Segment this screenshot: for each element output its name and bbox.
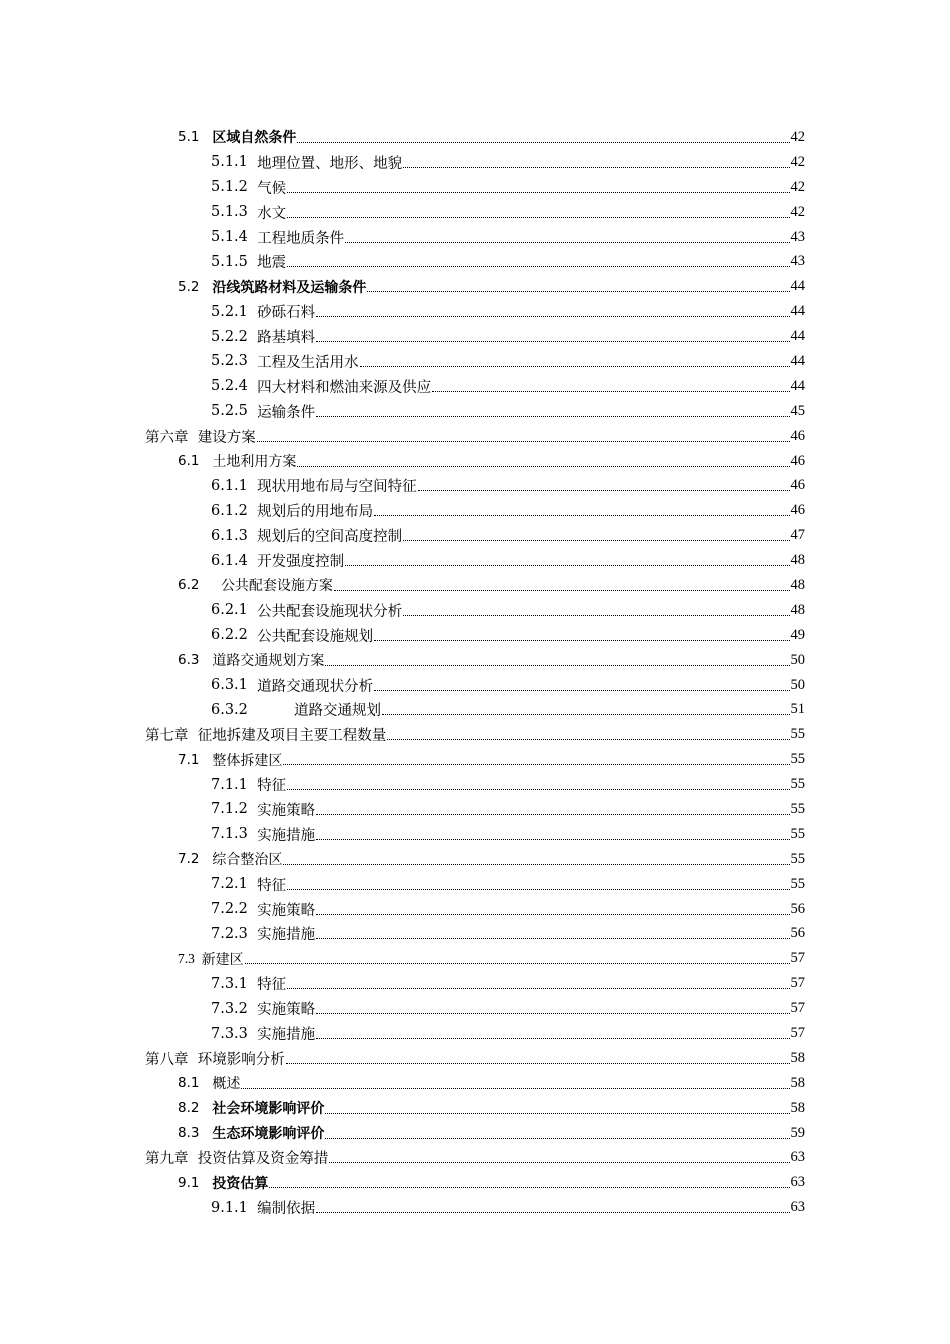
toc-entry-page: 55 bbox=[790, 800, 805, 817]
toc-entry-title: 特征 bbox=[257, 877, 287, 894]
toc-entry-number: 6.3.1 bbox=[211, 677, 258, 694]
toc-entry-page: 42 bbox=[790, 203, 805, 220]
toc-entry-line bbox=[145, 724, 805, 745]
toc-entry[interactable] bbox=[0, 722, 950, 747]
toc-entry[interactable] bbox=[0, 598, 950, 623]
toc-entry-number: 7.1 bbox=[178, 751, 213, 768]
toc-entry-number: 5.2.5 bbox=[211, 403, 258, 420]
toc-entry[interactable] bbox=[0, 175, 950, 200]
toc-entry-line bbox=[211, 177, 805, 198]
dot-leader bbox=[403, 167, 789, 168]
toc-entry[interactable] bbox=[0, 623, 950, 648]
toc-entry[interactable] bbox=[0, 399, 950, 424]
toc-entry-title: 土地利用方案 bbox=[212, 454, 297, 471]
toc-entry[interactable] bbox=[0, 1146, 950, 1171]
toc-entry-number: 6.3 bbox=[178, 652, 213, 669]
toc-entry-line bbox=[211, 525, 805, 546]
toc-entry-title: 四大材料和燃油来源及供应 bbox=[257, 379, 432, 396]
toc-entry-number: 7.1.1 bbox=[211, 776, 258, 793]
dot-leader bbox=[325, 1113, 789, 1114]
toc-entry-number: 6.1.3 bbox=[211, 527, 258, 544]
dot-leader bbox=[316, 1038, 789, 1039]
toc-entry[interactable] bbox=[0, 1046, 950, 1071]
toc-entry-title: 开发强度控制 bbox=[257, 554, 345, 571]
toc-entry-title: 工程及生活用水 bbox=[257, 354, 359, 371]
toc-entry-number: 第七章 bbox=[145, 728, 198, 745]
toc-entry[interactable] bbox=[0, 249, 950, 274]
toc-entry[interactable] bbox=[0, 971, 950, 996]
dot-leader bbox=[316, 814, 789, 815]
toc-entry[interactable] bbox=[0, 697, 950, 722]
dot-leader bbox=[316, 1013, 789, 1014]
toc-entry-line bbox=[211, 351, 805, 372]
dot-leader bbox=[287, 217, 789, 218]
toc-entry-title: 公共配套设施方案 bbox=[220, 578, 333, 595]
toc-entry-line bbox=[211, 799, 805, 820]
toc-entry[interactable] bbox=[0, 822, 950, 847]
toc-entry-line bbox=[178, 451, 805, 471]
dot-leader bbox=[367, 291, 789, 292]
toc-entry[interactable] bbox=[0, 324, 950, 349]
toc-entry-page: 44 bbox=[790, 328, 805, 345]
toc-entry-line bbox=[211, 550, 805, 571]
toc-entry-title: 投资估算及资金筹措 bbox=[197, 1151, 329, 1168]
toc-entry-number: 第九章 bbox=[145, 1151, 198, 1168]
toc-entry-page: 48 bbox=[790, 552, 805, 569]
dot-leader bbox=[325, 665, 789, 666]
toc-entry-page: 55 bbox=[790, 850, 805, 867]
dot-leader bbox=[286, 1063, 790, 1064]
toc-entry-number: 7.3.3 bbox=[211, 1025, 258, 1042]
toc-entry-title: 整体拆建区 bbox=[212, 752, 283, 769]
toc-entry-line bbox=[178, 1098, 805, 1118]
toc-entry-number: 6.2.2 bbox=[211, 627, 258, 644]
dot-leader bbox=[345, 565, 789, 566]
toc-entry[interactable] bbox=[0, 1096, 950, 1121]
toc-entry-number: 7.3 bbox=[178, 950, 202, 966]
toc-entry[interactable] bbox=[0, 498, 950, 523]
dot-leader bbox=[283, 764, 789, 765]
dot-leader bbox=[245, 963, 790, 964]
toc-entry-title: 规划后的用地布局 bbox=[257, 504, 374, 521]
toc-entry[interactable] bbox=[0, 1170, 950, 1195]
toc-entry-title: 综合整治区 bbox=[212, 852, 283, 869]
toc-entry-page: 63 bbox=[790, 1149, 805, 1166]
toc-entry-number: 7.2.1 bbox=[211, 876, 258, 893]
dot-leader bbox=[287, 192, 789, 193]
toc-entry-page: 42 bbox=[790, 128, 805, 145]
toc-entry-line bbox=[211, 699, 805, 720]
toc-entry-page: 43 bbox=[790, 253, 805, 270]
toc-entry-title: 实施措施 bbox=[257, 827, 316, 844]
dot-leader bbox=[297, 142, 789, 143]
toc-entry[interactable] bbox=[0, 922, 950, 947]
toc-entry-line bbox=[178, 1123, 805, 1143]
toc-entry-line bbox=[211, 600, 805, 621]
toc-entry[interactable] bbox=[0, 897, 950, 922]
toc-entry[interactable] bbox=[0, 374, 950, 399]
toc-entry-number: 5.1.2 bbox=[211, 179, 258, 196]
dot-leader bbox=[374, 640, 789, 641]
toc-entry-number: 8.1 bbox=[178, 1075, 213, 1092]
toc-entry-title: 水文 bbox=[257, 205, 287, 222]
toc-entry[interactable] bbox=[0, 946, 950, 971]
toc-entry-title: 规划后的空间高度控制 bbox=[257, 529, 403, 546]
toc-entry-page: 55 bbox=[790, 825, 805, 842]
dot-leader bbox=[374, 690, 789, 691]
toc-entry-number: 9.1.1 bbox=[211, 1199, 258, 1216]
toc-entry-title: 编制依据 bbox=[257, 1201, 316, 1218]
toc-entry[interactable] bbox=[0, 150, 950, 175]
toc-entry-line bbox=[211, 376, 805, 397]
toc-entry-page: 58 bbox=[790, 1099, 805, 1116]
toc-entry-page: 43 bbox=[790, 228, 805, 245]
toc-entry-title: 工程地质条件 bbox=[257, 230, 345, 247]
toc-entry-page: 48 bbox=[790, 601, 805, 618]
toc-entry[interactable] bbox=[0, 274, 950, 299]
toc-entry-title: 现状用地布局与空间特征 bbox=[257, 479, 417, 496]
toc-entry-page: 44 bbox=[790, 352, 805, 369]
toc-entry-number: 7.3.2 bbox=[211, 1000, 258, 1017]
toc-entry-line bbox=[211, 625, 805, 646]
toc-entry-number: 8.3 bbox=[178, 1125, 213, 1142]
toc-entry-number: 5.1.1 bbox=[211, 154, 258, 171]
toc-entry-line bbox=[211, 326, 805, 347]
toc-entry-page: 57 bbox=[790, 975, 805, 992]
toc-entry[interactable] bbox=[0, 449, 950, 474]
toc-entry-page: 55 bbox=[790, 751, 805, 768]
toc-entry-page: 63 bbox=[790, 1174, 805, 1191]
toc-entry[interactable] bbox=[0, 200, 950, 225]
toc-entry-line bbox=[178, 650, 805, 670]
toc-entry-title: 征地拆建及项目主要工程数量 bbox=[197, 728, 387, 745]
toc-entry-page: 56 bbox=[790, 925, 805, 942]
toc-entry[interactable] bbox=[0, 1121, 950, 1146]
toc-entry-number: 8.2 bbox=[178, 1100, 213, 1117]
toc-entry-line bbox=[178, 575, 805, 595]
toc-entry-line bbox=[178, 849, 805, 869]
toc-entry-number: 5.2.4 bbox=[211, 378, 258, 395]
toc-entry-page: 57 bbox=[790, 1025, 805, 1041]
dot-leader bbox=[316, 839, 789, 840]
toc-entry-title: 社会环境影响评价 bbox=[212, 1101, 325, 1118]
toc-entry-number: 5.1.5 bbox=[211, 253, 258, 270]
toc-entry-number: 5.2.3 bbox=[211, 353, 258, 370]
toc-entry-title: 砂砾石料 bbox=[257, 305, 316, 322]
toc-entry[interactable] bbox=[0, 349, 950, 374]
dot-leader bbox=[325, 1138, 789, 1139]
toc-entry-title: 环境影响分析 bbox=[197, 1051, 285, 1068]
toc-entry-title: 实施策略 bbox=[257, 1002, 316, 1019]
toc-entry-line bbox=[178, 277, 805, 297]
dot-leader bbox=[257, 441, 790, 442]
toc-entry[interactable] bbox=[0, 424, 950, 449]
toc-entry[interactable] bbox=[0, 225, 950, 250]
toc-entry[interactable] bbox=[0, 573, 950, 598]
toc-entry-number: 7.1.2 bbox=[211, 801, 258, 818]
dot-leader bbox=[269, 1187, 789, 1188]
toc-entry-line bbox=[145, 1048, 805, 1069]
toc-entry-title: 特征 bbox=[257, 977, 287, 994]
toc-entry-number: 5.2 bbox=[178, 278, 213, 295]
table-of-contents bbox=[0, 125, 950, 1220]
toc-entry-line bbox=[211, 251, 805, 272]
toc-entry-title: 道路交通现状分析 bbox=[257, 678, 374, 695]
toc-entry-number: 7.2 bbox=[178, 851, 213, 868]
toc-entry-page: 46 bbox=[790, 477, 805, 494]
toc-entry[interactable] bbox=[0, 996, 950, 1021]
toc-entry-number: 9.1 bbox=[178, 1174, 213, 1191]
toc-entry-title: 道路交通规划方案 bbox=[212, 653, 325, 670]
dot-leader bbox=[287, 789, 789, 790]
toc-entry-title: 生态环境影响评价 bbox=[212, 1126, 325, 1143]
toc-entry-page: 46 bbox=[790, 427, 805, 444]
toc-entry-title: 投资估算 bbox=[212, 1175, 269, 1192]
toc-entry-number: 7.3.1 bbox=[211, 975, 258, 992]
toc-entry-title: 特征 bbox=[257, 778, 287, 795]
dot-leader bbox=[316, 416, 789, 417]
toc-entry-line bbox=[211, 923, 805, 944]
toc-entry-page: 59 bbox=[790, 1124, 805, 1141]
dot-leader bbox=[287, 889, 789, 890]
toc-entry-number: 6.2.1 bbox=[211, 602, 258, 619]
toc-entry-page: 44 bbox=[790, 303, 805, 320]
toc-entry-title: 公共配套设施规划 bbox=[257, 628, 374, 645]
toc-entry-title: 沿线筑路材料及运输条件 bbox=[212, 279, 367, 296]
toc-entry-page: 51 bbox=[790, 701, 805, 718]
toc-entry-number: 6.1 bbox=[178, 453, 213, 470]
toc-entry[interactable] bbox=[0, 1021, 950, 1046]
toc-entry-page: 56 bbox=[790, 900, 805, 917]
toc-entry-page: 50 bbox=[790, 676, 805, 693]
toc-entry-line bbox=[211, 227, 805, 248]
toc-entry-line bbox=[178, 1073, 805, 1093]
toc-entry-title: 运输条件 bbox=[257, 404, 316, 421]
dot-leader bbox=[374, 515, 789, 516]
toc-entry-number: 第六章 bbox=[145, 429, 198, 446]
toc-entry[interactable] bbox=[0, 797, 950, 822]
toc-entry-page: 57 bbox=[790, 950, 805, 967]
toc-entry-page: 42 bbox=[790, 178, 805, 195]
toc-entry-line bbox=[211, 152, 805, 173]
toc-entry-page: 42 bbox=[790, 153, 805, 170]
toc-entry-line bbox=[211, 675, 805, 696]
toc-entry[interactable] bbox=[0, 648, 950, 673]
dot-leader bbox=[360, 366, 790, 367]
toc-entry-title: 实施措施 bbox=[257, 1027, 316, 1043]
toc-entry[interactable] bbox=[0, 548, 950, 573]
toc-entry-number: 7.1.3 bbox=[211, 826, 258, 843]
toc-entry[interactable] bbox=[0, 1195, 950, 1220]
toc-entry-title: 概述 bbox=[212, 1076, 241, 1093]
dot-leader bbox=[316, 938, 789, 939]
toc-entry-line bbox=[211, 973, 805, 994]
toc-entry-line bbox=[211, 824, 805, 845]
toc-entry[interactable] bbox=[0, 523, 950, 548]
toc-entry-title: 地理位置、地形、地貌 bbox=[257, 155, 403, 172]
dot-leader bbox=[316, 914, 789, 915]
dot-leader bbox=[316, 341, 789, 342]
toc-entry-title: 实施策略 bbox=[257, 902, 316, 919]
toc-entry-line bbox=[178, 949, 805, 969]
toc-entry-line bbox=[211, 774, 805, 795]
toc-entry-line bbox=[145, 1147, 805, 1168]
toc-entry-line bbox=[211, 998, 805, 1019]
toc-entry-title: 地震 bbox=[257, 255, 287, 272]
toc-entry-page: 46 bbox=[790, 502, 805, 519]
toc-entry-line bbox=[178, 127, 805, 147]
toc-entry-number: 5.1.3 bbox=[211, 204, 258, 221]
toc-entry-title: 建设方案 bbox=[197, 429, 256, 446]
toc-entry-line bbox=[211, 301, 805, 322]
toc-entry-line bbox=[211, 1197, 805, 1218]
toc-entry-line bbox=[211, 874, 805, 895]
dot-leader bbox=[418, 490, 790, 491]
toc-entry-number: 第八章 bbox=[145, 1051, 198, 1068]
toc-entry-page: 57 bbox=[790, 1000, 805, 1017]
toc-entry[interactable] bbox=[0, 299, 950, 324]
dot-leader bbox=[316, 1212, 789, 1213]
toc-entry-number: 6.1.4 bbox=[211, 552, 258, 569]
dot-leader bbox=[345, 242, 789, 243]
dot-leader bbox=[382, 714, 790, 715]
toc-entry-number: 6.3.2 bbox=[211, 701, 294, 718]
toc-entry-number: 5.1 bbox=[178, 129, 213, 146]
toc-entry-title: 实施策略 bbox=[257, 802, 316, 819]
toc-entry-page: 45 bbox=[790, 402, 805, 419]
toc-entry-number: 6.1.2 bbox=[211, 502, 258, 519]
toc-entry[interactable] bbox=[0, 747, 950, 772]
dot-leader bbox=[316, 316, 789, 317]
toc-entry-title: 气候 bbox=[257, 180, 287, 197]
toc-entry-page: 58 bbox=[790, 1049, 805, 1066]
toc-entry-line bbox=[211, 202, 805, 223]
toc-entry[interactable] bbox=[0, 772, 950, 797]
dot-leader bbox=[432, 391, 789, 392]
toc-entry-number: 6.1.1 bbox=[211, 477, 258, 494]
toc-entry-page: 63 bbox=[790, 1199, 805, 1216]
toc-entry[interactable] bbox=[0, 1071, 950, 1096]
toc-entry-page: 55 bbox=[790, 776, 805, 793]
toc-entry-page: 47 bbox=[790, 527, 805, 544]
toc-entry[interactable] bbox=[0, 847, 950, 872]
dot-leader bbox=[297, 466, 789, 467]
toc-entry-line bbox=[211, 475, 805, 496]
toc-entry[interactable] bbox=[0, 673, 950, 698]
toc-entry-page: 55 bbox=[790, 726, 805, 743]
toc-entry-line bbox=[211, 899, 805, 920]
toc-entry-line bbox=[145, 426, 805, 447]
toc-entry-page: 55 bbox=[790, 875, 805, 892]
toc-entry[interactable] bbox=[0, 872, 950, 897]
toc-entry-number: 7.2.2 bbox=[211, 901, 258, 918]
dot-leader bbox=[403, 615, 789, 616]
toc-entry-page: 46 bbox=[790, 452, 805, 469]
toc-entry-title: 道路交通规划 bbox=[294, 703, 381, 720]
toc-entry-title: 路基填料 bbox=[257, 330, 316, 347]
toc-entry-number: 7.2.3 bbox=[211, 925, 258, 942]
toc-entry-line bbox=[211, 401, 805, 422]
toc-entry-line bbox=[211, 1023, 805, 1044]
toc-entry[interactable] bbox=[0, 473, 950, 498]
dot-leader bbox=[403, 540, 789, 541]
toc-entry-page: 58 bbox=[790, 1074, 805, 1091]
toc-entry-line bbox=[211, 500, 805, 521]
dot-leader bbox=[241, 1088, 789, 1089]
toc-entry-title: 区域自然条件 bbox=[212, 130, 297, 147]
toc-entry-number: 5.2.1 bbox=[211, 303, 258, 320]
dot-leader bbox=[329, 1162, 789, 1163]
toc-entry-number: 5.2.2 bbox=[211, 328, 258, 345]
dot-leader bbox=[387, 739, 789, 740]
toc-entry-title: 实施措施 bbox=[257, 927, 316, 944]
toc-entry-number: 6.2 bbox=[178, 577, 221, 594]
toc-entry-page: 50 bbox=[790, 651, 805, 668]
dot-leader bbox=[334, 590, 790, 591]
toc-entry-page: 49 bbox=[790, 626, 805, 643]
toc-entry-title: 公共配套设施现状分析 bbox=[257, 603, 403, 620]
toc-entry-page: 48 bbox=[790, 576, 805, 593]
toc-entry-line bbox=[178, 750, 805, 770]
toc-entry-page: 44 bbox=[790, 278, 805, 295]
toc-entry-title: 新建区 bbox=[201, 951, 244, 968]
toc-entry-number: 5.1.4 bbox=[211, 229, 258, 245]
toc-entry-page: 44 bbox=[790, 377, 805, 394]
toc-entry[interactable] bbox=[0, 125, 950, 150]
dot-leader bbox=[287, 266, 789, 267]
toc-entry-line bbox=[178, 1173, 805, 1193]
dot-leader bbox=[283, 864, 789, 865]
dot-leader bbox=[287, 988, 789, 989]
